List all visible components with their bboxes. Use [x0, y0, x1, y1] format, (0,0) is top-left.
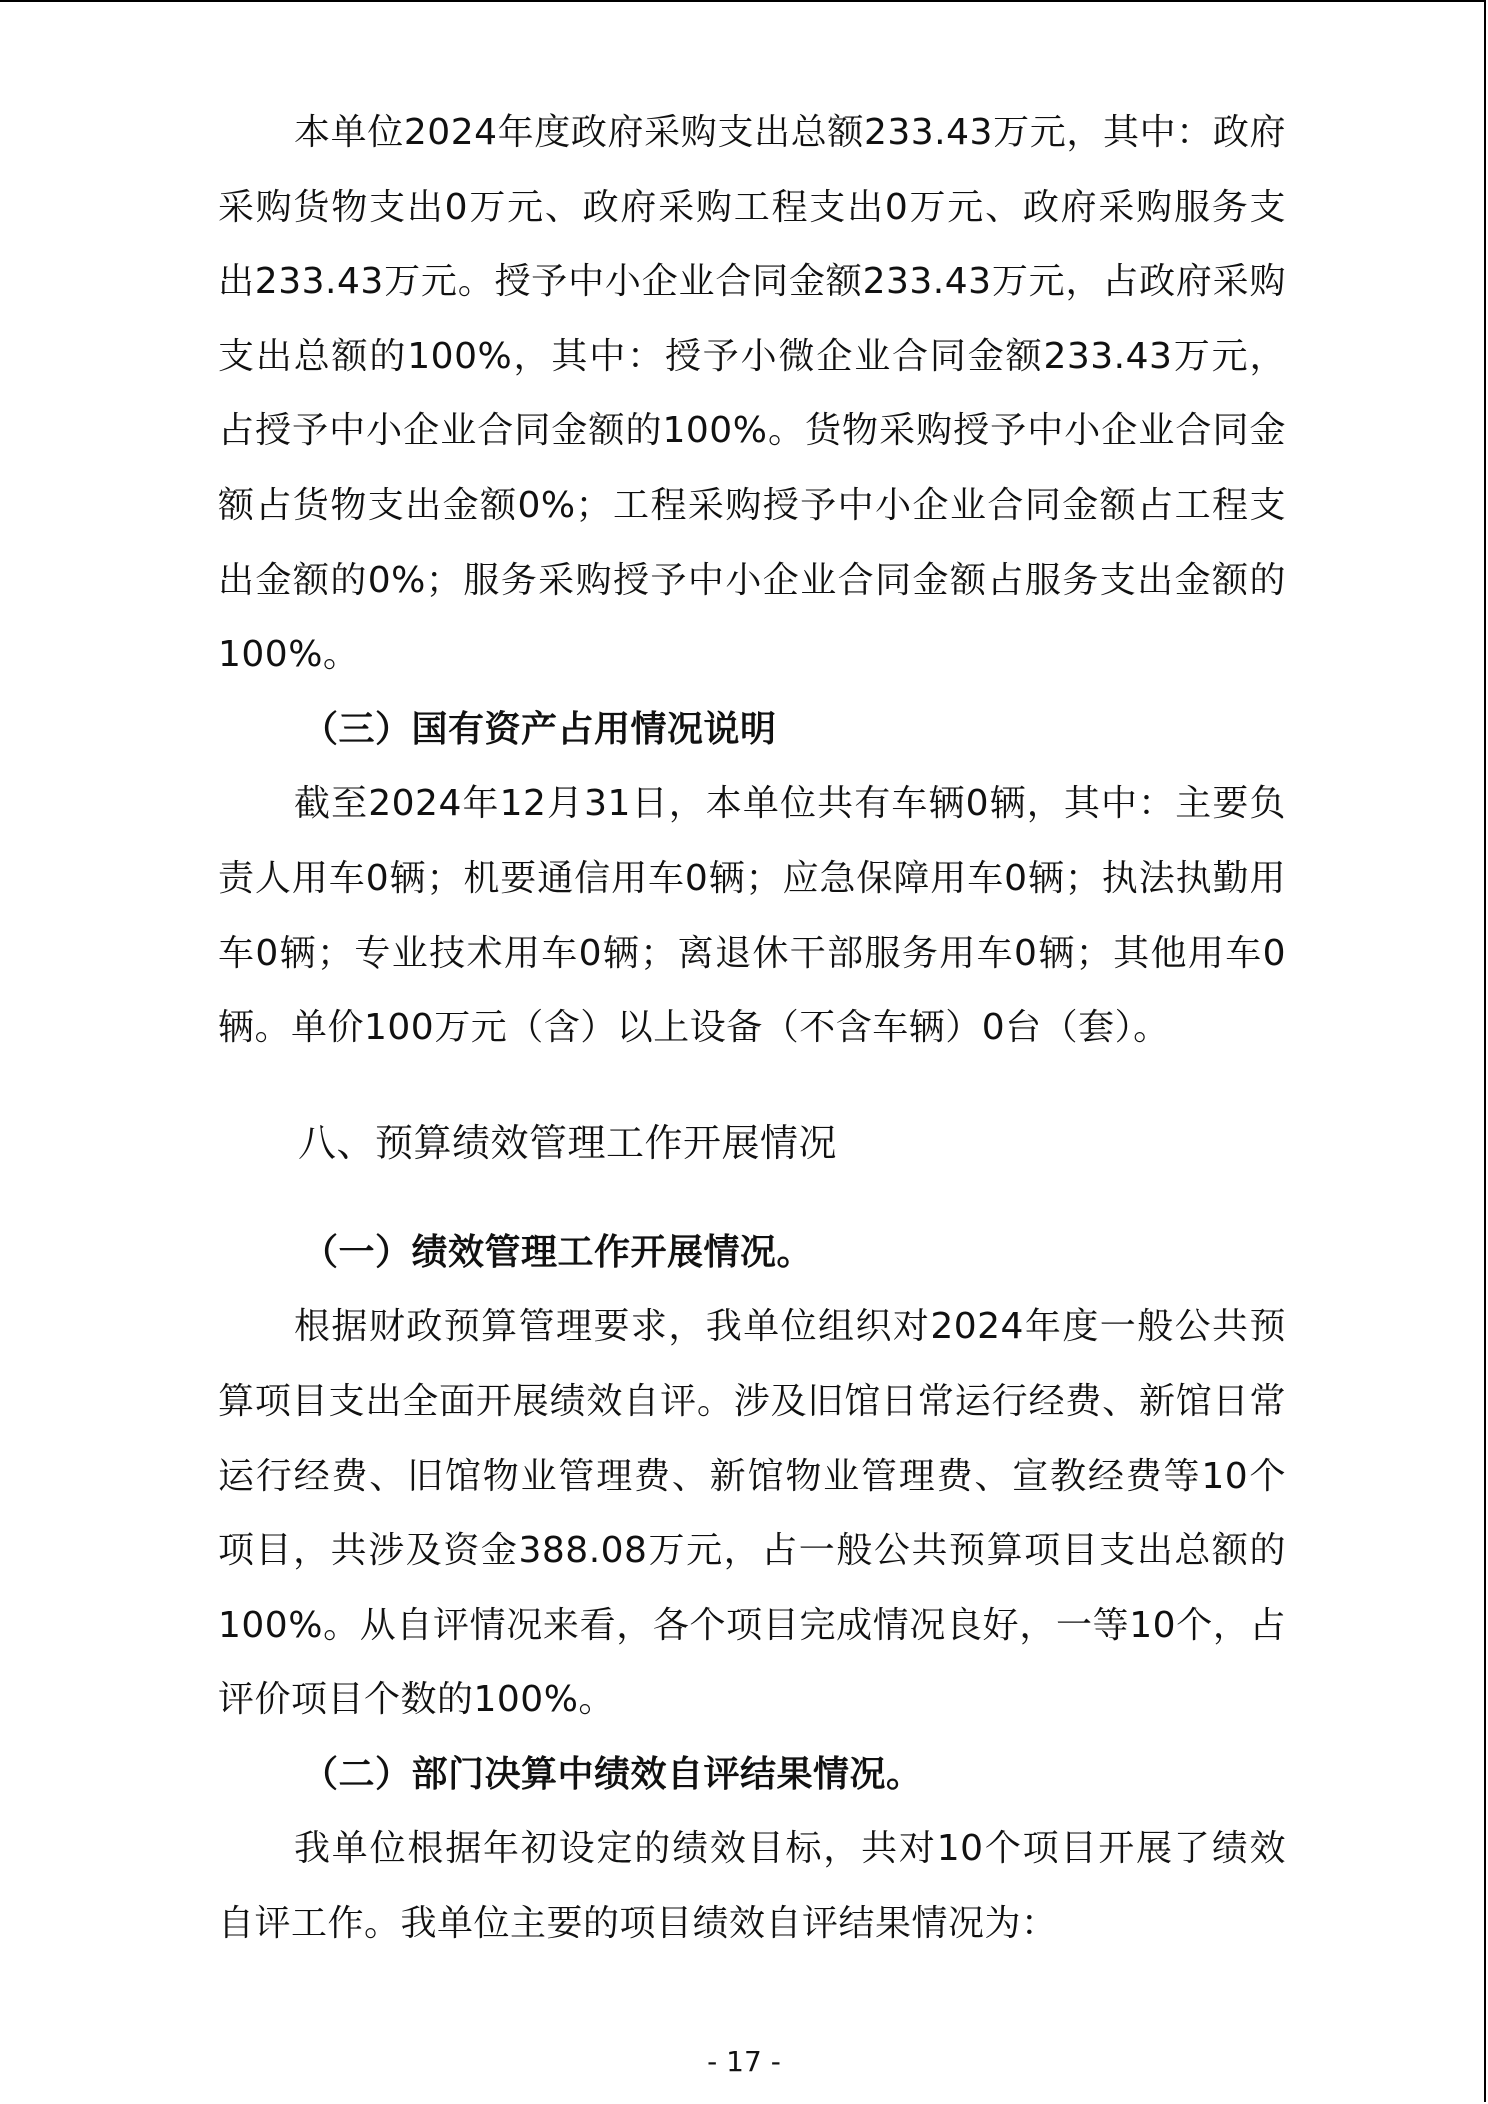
- self-eval-paragraph: 我单位根据年初设定的绩效目标，共对10个项目开展了绩效自评工作。我单位主要的项目绩效自评结果情况为：: [218, 1828, 1286, 1945]
- perf-mgmt-paragraph: 根据财政预算管理要求，我单位组织对2024年度一般公共预算项目支出全面开展绩效自评。涉及旧馆日常运行经费、新馆日常运行经费、旧馆物业管理费、新馆物业管理费、宣教经费等10个项目，共涉及资金388.08万元，占一般公共预算项目支出总额的100%。从自评情况来看，各个项目完成情况良好，一等10个，占评价项目个数的100%。: [218, 1306, 1286, 1721]
- document-body: [218, 96, 1286, 1962]
- page-number: - 17 -: [707, 2045, 781, 2078]
- self-eval-heading: （二）部门决算中绩效自评结果情况。: [302, 1753, 923, 1795]
- assets-heading: （三）国有资产占用情况说明: [302, 708, 777, 750]
- assets-paragraph: 截至2024年12月31日，本单位共有车辆0辆，其中：主要负责人用车0辆；机要通信用车0辆；应急保障用车0辆；执法执勤用车0辆；专业技术用车0辆；离退休干部服务用车0辆；其他用车0辆。单价100万元（含）以上设备（不含车辆）0台（套）。: [218, 783, 1286, 1049]
- perf-mgmt-heading: （一）绩效管理工作开展情况。: [302, 1231, 814, 1273]
- section-eight-title: 八、预算绩效管理工作开展情况: [298, 1120, 838, 1165]
- procurement-paragraph: 本单位2024年度政府采购支出总额233.43万元，其中：政府采购货物支出0万元、政府采购工程支出0万元、政府采购服务支出233.43万元。授予中小企业合同金额233.43万元，占政府采购支出总额的100%，其中：授予小微企业合同金额233.43万元，占授予中小企业合同金额的100%。货物采购授予中小企业合同金额占货物支出金额0%；工程采购授予中小企业合同金额占工程支出金额的0%；服务采购授予中小企业合同金额占服务支出金额的100%。: [218, 112, 1286, 676]
